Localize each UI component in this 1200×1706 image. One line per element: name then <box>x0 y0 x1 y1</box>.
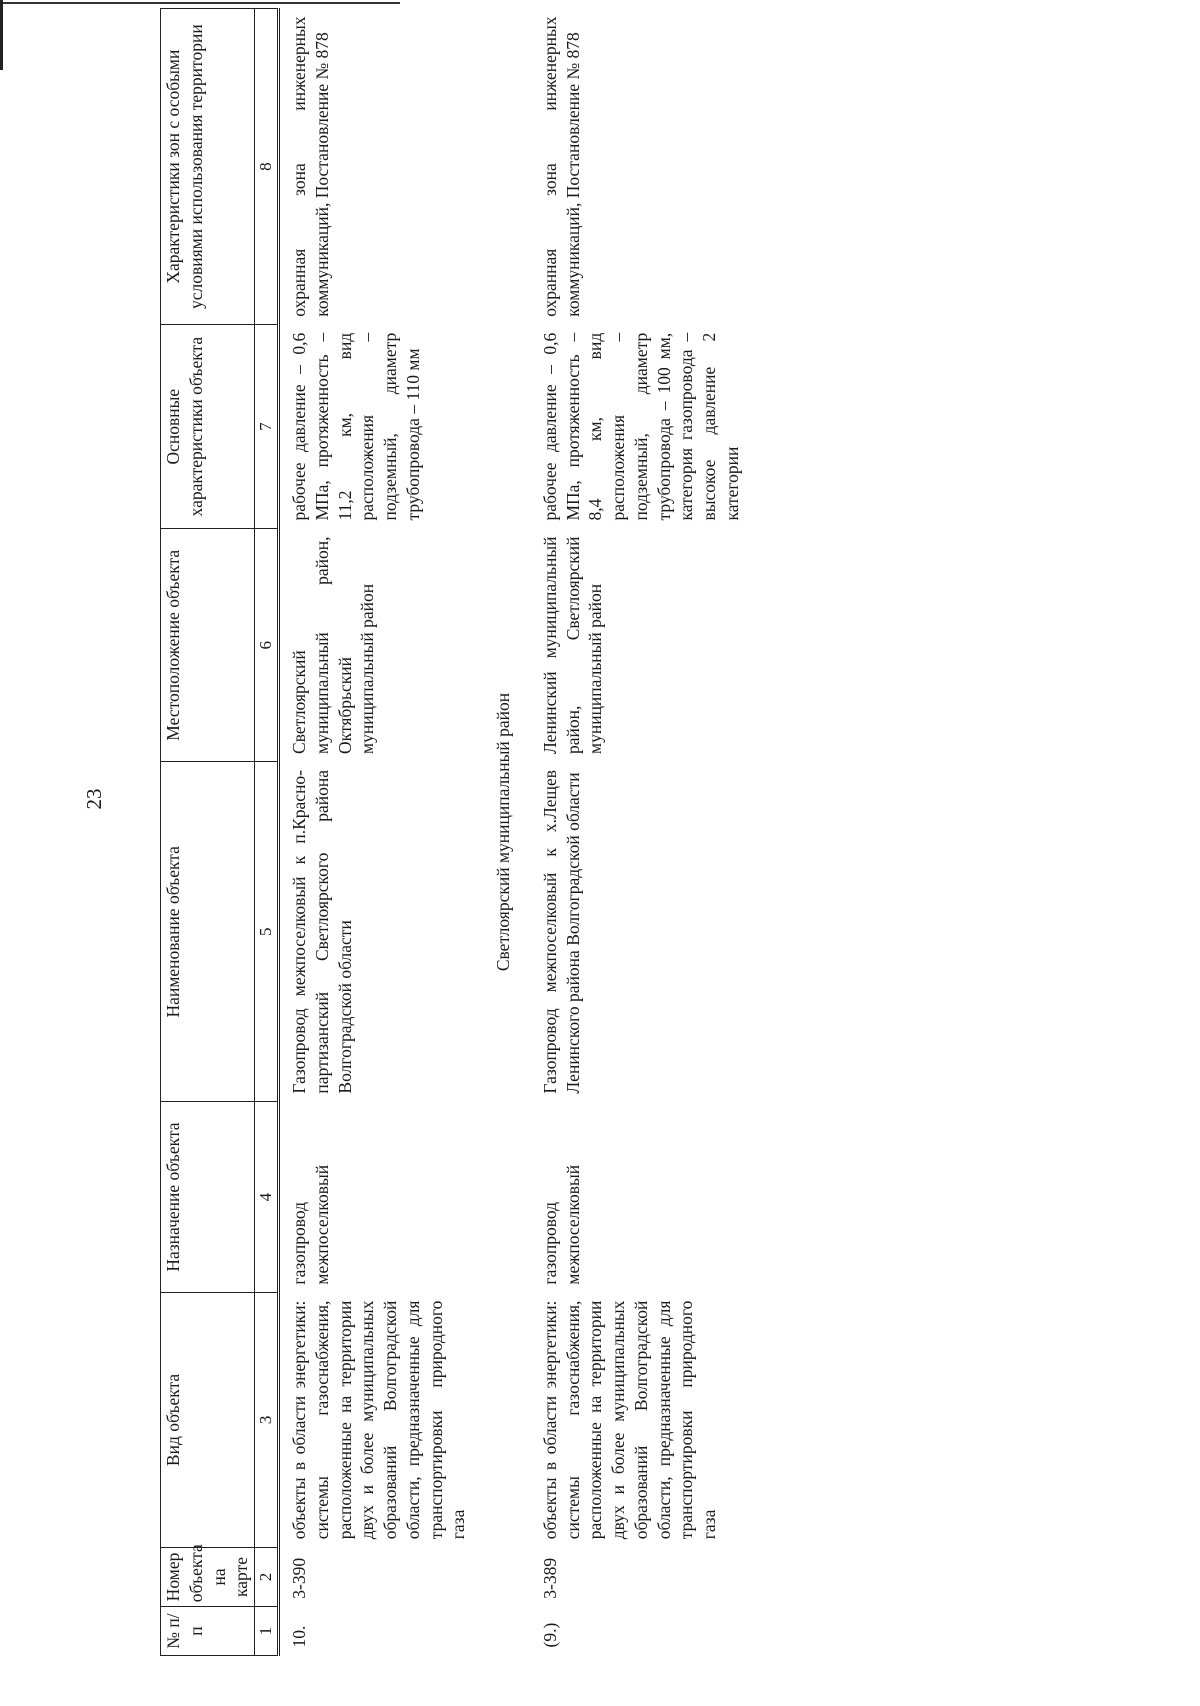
col-number: 2 <box>255 1547 279 1606</box>
row-location: Светлоярский муниципальный район, Октябрьский муниципальный район <box>289 536 378 754</box>
col-number: 6 <box>255 529 279 762</box>
col-header-location: Местоположение объекта <box>161 529 255 762</box>
col-header-index: № п/п <box>161 1607 255 1656</box>
section-title: Светлоярский муниципальный район <box>493 692 514 972</box>
col-number: 7 <box>255 325 279 529</box>
col-number: 3 <box>255 1293 279 1548</box>
row-zones: охранная зона инженерных коммуникаций, Постановление № 878 <box>289 16 332 317</box>
row-name: Газопровод межпоселковый к х.Лещев Ленинского района Волгоградской области <box>539 769 583 1094</box>
row-index: (9.) <box>539 1622 560 1648</box>
col-header-name: Наименование объекта <box>161 762 255 1102</box>
row-map-id: 3-390 <box>289 1557 310 1599</box>
col-header-specs: Основные характеристики объекта <box>161 325 255 529</box>
header-row <box>161 9 255 1656</box>
row-zones: охранная зона инженерных коммуникаций, Постановление № 878 <box>539 16 583 317</box>
section-row <box>474 9 531 1656</box>
table-row <box>531 9 748 1656</box>
row-purpose: газопровод межпоселковый <box>289 1164 332 1285</box>
col-number: 5 <box>255 762 279 1102</box>
table-row <box>279 9 475 1656</box>
col-header-purpose: Назначение объекта <box>161 1102 255 1293</box>
col-header-zones: Характеристики зон с особыми условиями использования территории <box>161 9 255 325</box>
row-specs: рабочее давление – 0,6 МПа, протяженность – 8,4 км, вид расположения – подземный, диаметр трубопровода – 100 мм, категория газопровода – высокое давление 2 категории <box>539 332 742 521</box>
row-purpose: газопровод межпоселковый <box>539 1164 583 1285</box>
col-number: 4 <box>255 1102 279 1293</box>
row-location: Ленинский муниципальный район, Светлоярский муниципальный район <box>539 536 606 754</box>
column-number-row <box>255 9 279 1656</box>
page-number: 23 <box>82 788 106 810</box>
objects-table <box>160 8 748 1656</box>
row-specs: рабочее давление – 0,6 МПа, протяженность – 11,2 км, вид расположения – подземный, диаметр трубопровода – 110 мм <box>289 332 423 521</box>
col-number: 1 <box>255 1607 279 1656</box>
row-map-id: 3-389 <box>539 1557 560 1599</box>
col-header-kind: Вид объекта <box>161 1293 255 1548</box>
col-header-map-id: Номер объекта на карте <box>161 1547 255 1606</box>
col-number: 8 <box>255 9 279 325</box>
row-index: 10. <box>289 1625 310 1648</box>
row-kind: объекты в области энергетики: системы газоснабжения, расположенные на территории двух и более муниципальных образований Волгоградской области, предназначенные для транспортировки природного газа <box>539 1300 720 1540</box>
row-name: Газопровод межпоселковый к п.Красно-партизанский Светлоярского района Волгоградской области <box>289 769 355 1094</box>
row-kind: объекты в области энергетики: системы газоснабжения, расположенные на территории двух и более муниципальных образований Волгоградской области, предназначенные для транспортировки природного газа <box>289 1300 469 1540</box>
